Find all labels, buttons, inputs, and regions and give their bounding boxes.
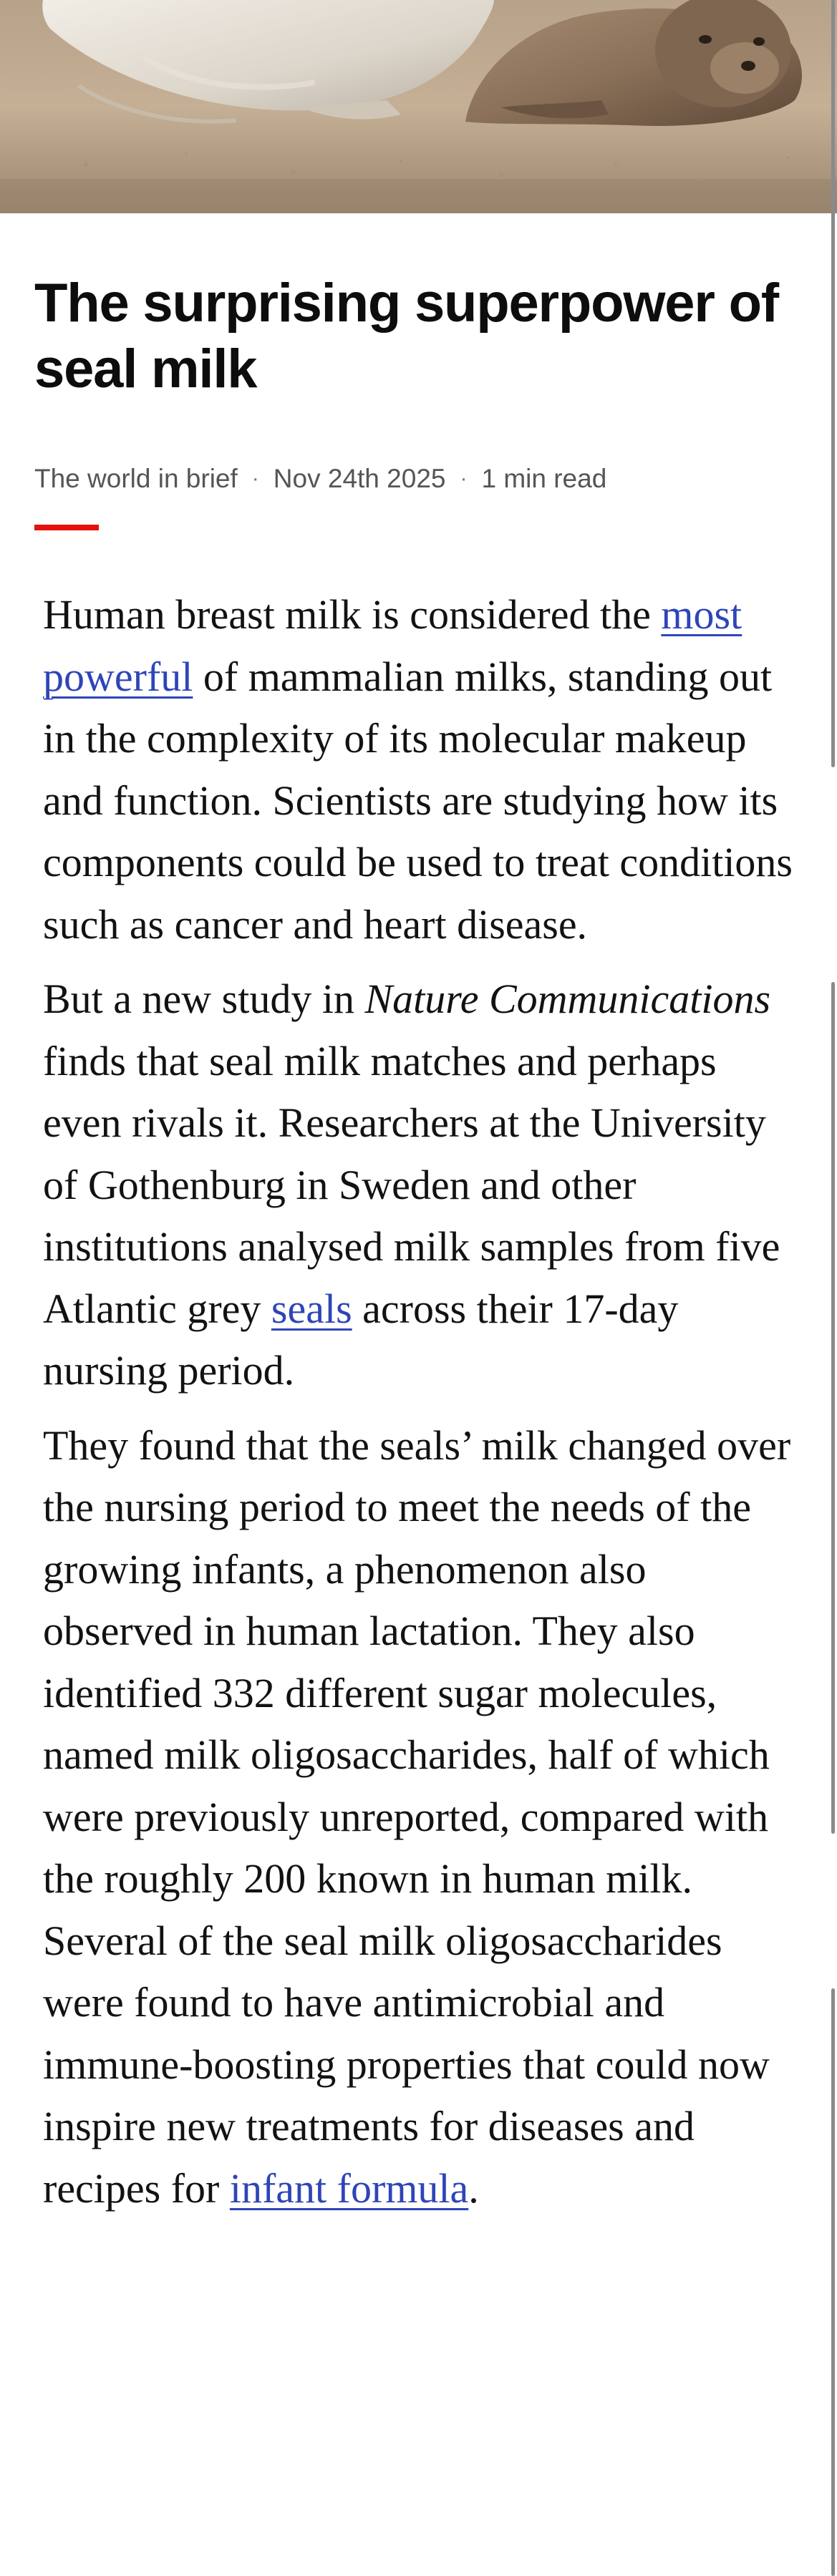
seal-pups-photo-icon — [0, 0, 837, 213]
seals-link[interactable]: seals — [271, 1285, 352, 1332]
scrollbar-segment[interactable] — [831, 982, 835, 1834]
paragraph — [43, 584, 795, 956]
hero-image — [0, 0, 837, 213]
scrollbar-segment[interactable] — [831, 1988, 835, 2576]
article-byline — [34, 461, 606, 497]
byline-separator: · — [251, 467, 259, 490]
paragraph-text: across their 17-day nursing period. — [43, 1285, 679, 1394]
article-headline: The surprising superpower of seal milk — [34, 273, 778, 399]
byline-separator: · — [460, 467, 468, 490]
paragraph-text: They found that the seals’ milk changed over the nursing period to meet the needs of the growing infants, a phenomenon also observed in human lactation. They also identified 332 different sugar molecules, named milk oligosaccharides, half of which were previously unreported, compared with the roughly 200 known in human milk. Several of the seal milk oligosaccharides were found to have antimicrobial and immune-boosting properties that could now inspire new treatments for diseases and recipes for — [43, 1421, 791, 2212]
section-link[interactable]: The world in brief — [34, 464, 238, 493]
paragraph — [43, 1415, 795, 2220]
paragraph-text: But a new study in — [43, 976, 365, 1022]
paragraph-text: . — [468, 2164, 479, 2212]
scrollbar[interactable] — [827, 0, 837, 2576]
most-powerful-link[interactable]: most powerful — [43, 591, 742, 700]
scrollbar-segment[interactable] — [831, 0, 835, 767]
infant-formula-link[interactable]: infant formula — [229, 2164, 469, 2212]
journal-name: Nature Communications — [364, 976, 771, 1022]
paragraph-text: of mammalian milks, standing out in the complexity of its molecular makeup and function. Scientists are studying how its components could be used to treat conditions such as cancer and heart disease. — [43, 653, 793, 948]
paragraph-text: finds that seal milk matches and perhaps even rivals it. Researchers at the University of Gothenburg in Sweden and other institutions analysed milk samples from five Atlantic grey — [43, 1037, 780, 1332]
publish-date: Nov 24th 2025 — [273, 464, 446, 493]
accent-rule — [34, 525, 99, 530]
paragraph — [43, 968, 795, 1402]
article-body — [43, 584, 795, 2232]
paragraph-text: Human breast milk is considered the — [43, 591, 662, 638]
read-time: 1 min read — [481, 464, 607, 493]
